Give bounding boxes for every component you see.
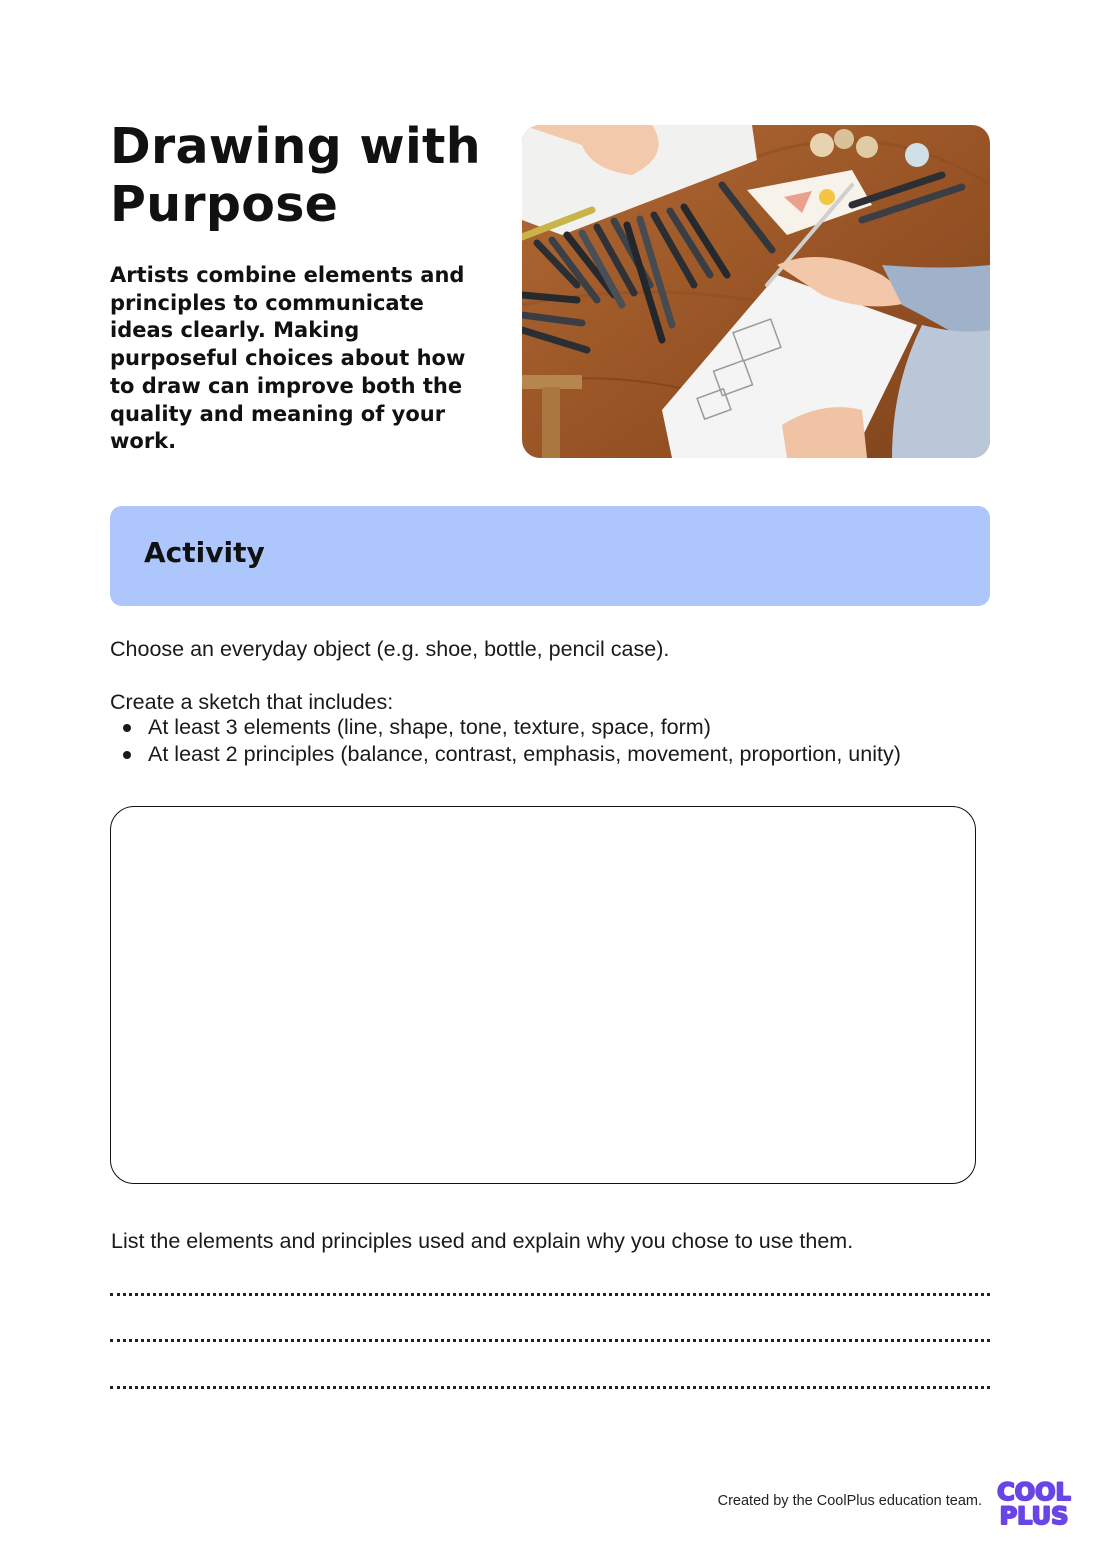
footer-credit: Created by the CoolPlus education team. <box>717 1493 982 1509</box>
list-item <box>110 714 901 741</box>
page-title: Drawing with Purpose <box>110 118 481 233</box>
drawing-photo <box>522 125 990 458</box>
answer-line-1[interactable] <box>110 1293 990 1296</box>
intro-paragraph: Artists combine elements and principles to communicate ideas clearly. Making purposeful choices about how to draw can improve both the quality and meaning of your work. <box>110 263 466 454</box>
sketch-area[interactable] <box>110 806 976 1184</box>
activity-instruction: Choose an everyday object (e.g. shoe, bottle, pencil case). <box>110 637 670 661</box>
drawing-photo-illustration <box>522 125 990 458</box>
list-item <box>110 741 901 768</box>
requirements-list <box>110 714 901 768</box>
logo-line-1: COOL <box>997 1478 1071 1506</box>
coolplus-logo <box>994 1478 1074 1528</box>
coolplus-logo-mark <box>994 1478 1074 1528</box>
requirement-principles: At least 2 principles (balance, contrast, emphasis, movement, proportion, unity) <box>148 742 901 766</box>
activity-banner <box>110 506 990 606</box>
bullet-icon <box>123 724 131 732</box>
bullet-icon <box>123 751 131 759</box>
logo-line-2: PLUS <box>999 1502 1069 1528</box>
answer-line-2[interactable] <box>110 1339 990 1342</box>
requirement-elements: At least 3 elements (line, shape, tone, texture, space, form) <box>148 715 711 739</box>
answer-line-3[interactable] <box>110 1386 990 1389</box>
activity-heading: Activity <box>144 536 265 569</box>
explain-prompt: List the elements and principles used and explain why you chose to use them. <box>111 1229 854 1253</box>
sketch-intro: Create a sketch that includes: <box>110 690 394 714</box>
